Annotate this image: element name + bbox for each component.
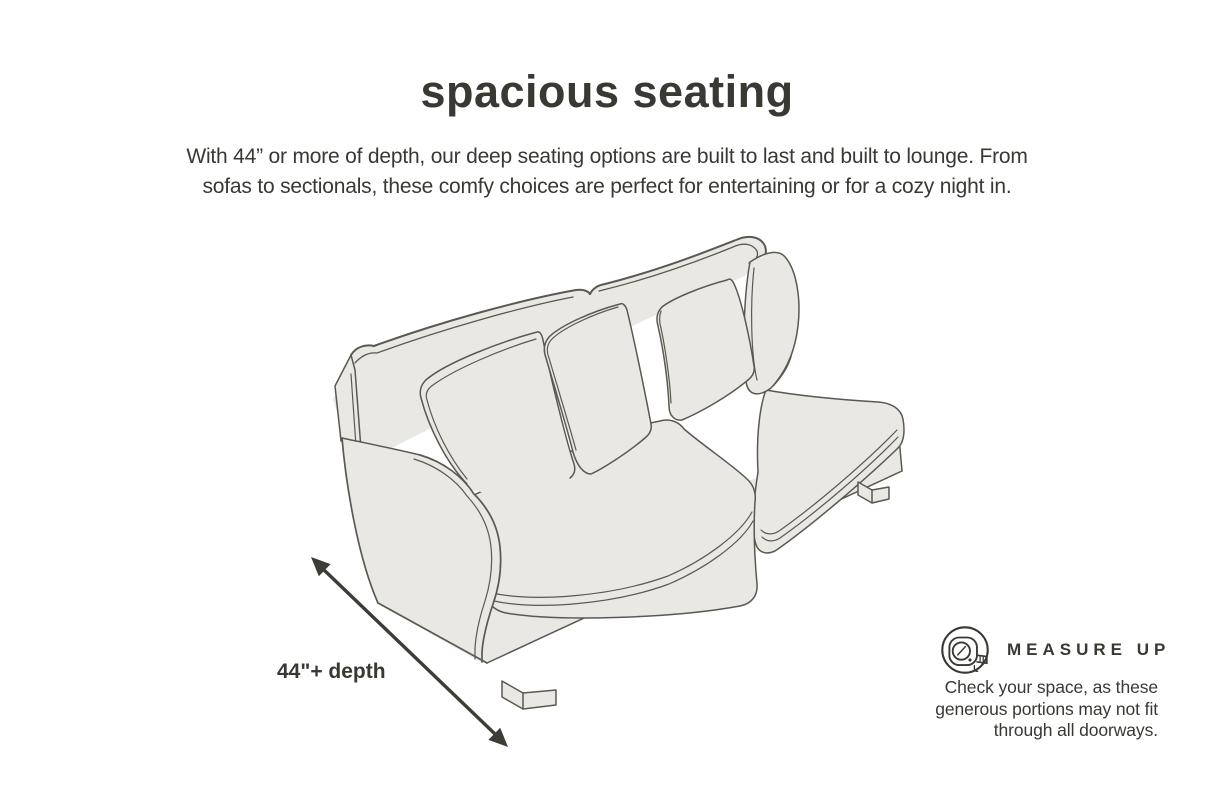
sofa-pillow-3 [657, 279, 754, 420]
depth-dimension-label: 44"+ depth [277, 660, 386, 683]
measure-up-note-line-3: through all doorways. [993, 720, 1158, 740]
intro-line-2: sofas to sectionals, these comfy choices are perfect for entertaining or for a cozy night in. [202, 175, 1012, 198]
sofa-foot-right [858, 482, 889, 503]
page-title: spacious seating [420, 66, 794, 117]
intro-line-1: With 44” or more of depth, our deep seating options are built to last and built to lounge. From [186, 145, 1028, 168]
measure-up-note-line-2: generous portions may not fit [935, 698, 1158, 719]
measuring-tape-icon [940, 625, 990, 675]
measure-up-heading: MEASURE UP [1007, 640, 1171, 659]
measure-up-note [880, 677, 1158, 742]
measure-up-note-line-1: Check your space, as these [944, 677, 1158, 697]
sofa-foot-front [502, 681, 556, 709]
